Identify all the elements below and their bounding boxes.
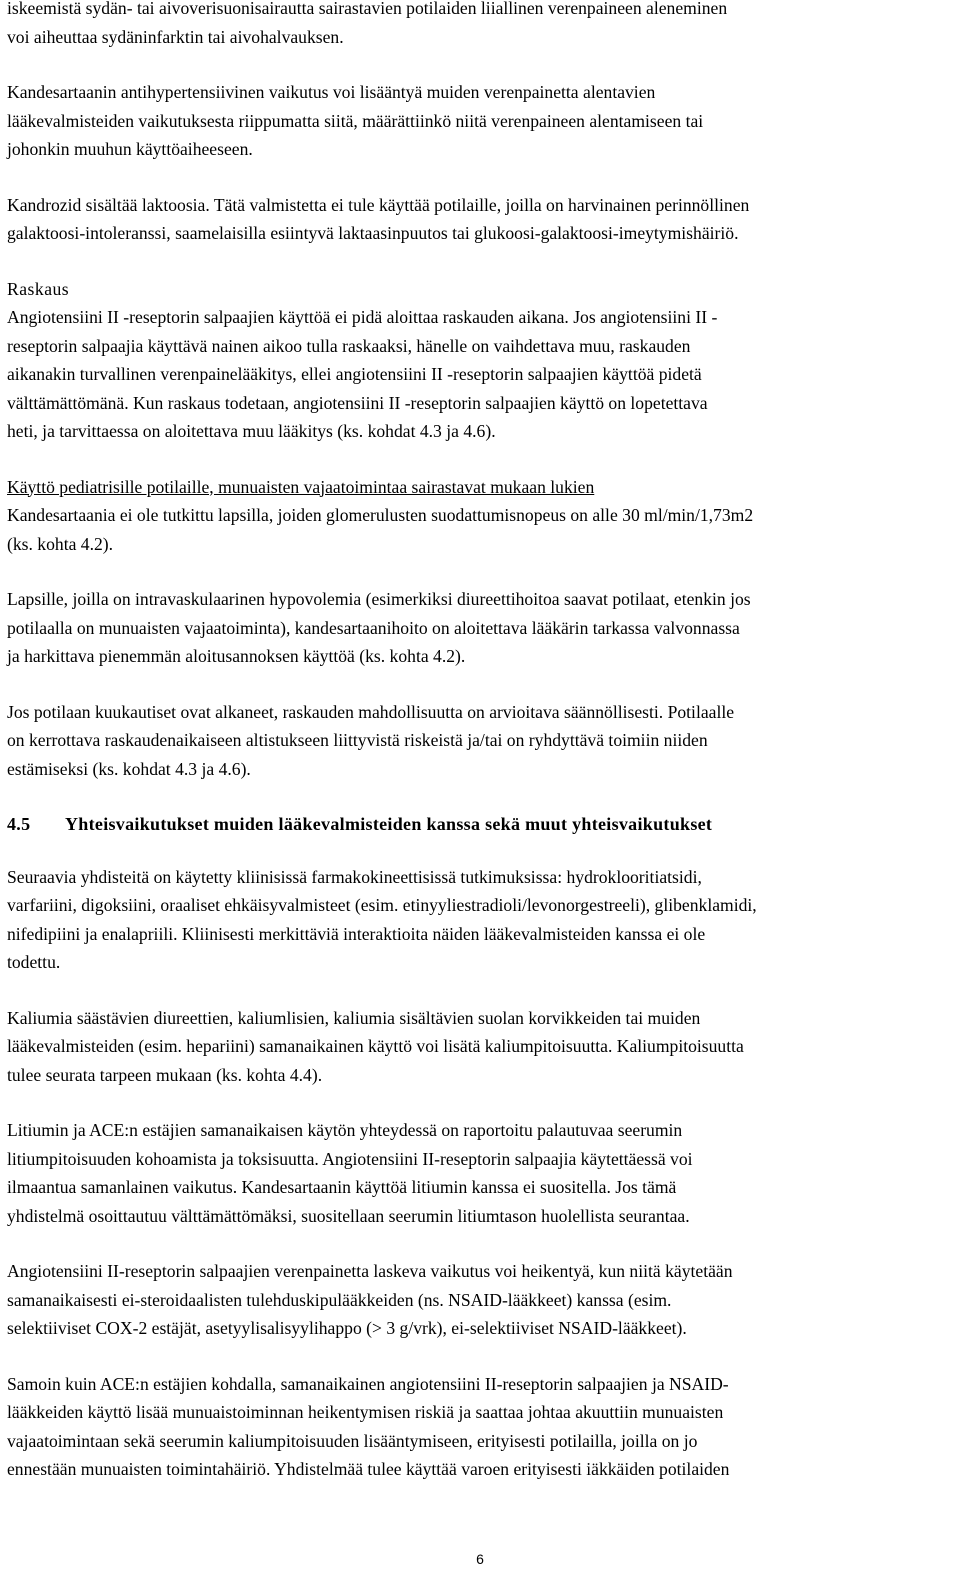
text-line: Kandesartaanin antihypertensiivinen vaikutus voi lisääntyä muiden verenpainetta alentavien: [7, 82, 656, 102]
text-line: tulee seurata tarpeen mukaan (ks. kohta 4.4).: [7, 1064, 323, 1085]
text-line: samanaikaisesti ei-steroidaalisten tulehduskipulääkkeiden (ns. NSAID-lääkkeet) kanssa (esim.: [7, 1289, 672, 1310]
text-line: reseptorin salpaajia käyttävä nainen aikoo tulla raskaaksi, hänelle on vaihdettava muu, raskauden: [7, 335, 691, 356]
paragraph-hypotension-risk: [7, 0, 957, 51]
paragraph-pharmacokinetic-studies: [7, 863, 957, 977]
paragraph-lactose: [7, 191, 957, 248]
paragraph-nsaid-renal: [7, 1370, 957, 1484]
paragraph-menstruation: [7, 698, 957, 784]
text-line: ja harkittava pienemmän aloitusannoksen käyttöä (ks. kohta 4.2).: [7, 646, 466, 666]
section-number: 4.5: [7, 814, 31, 834]
text-line: Samoin kuin ACE:n estäjien kohdalla, samanaikainen angiotensiini II-reseptorin salpaajien ja NSAID-: [7, 1373, 729, 1394]
text-line: Kaliumia säästävien diureettien, kaliumlisien, kaliumia sisältävien suolan korvikkeiden tai muiden: [7, 1007, 701, 1028]
text-line: vajaatoimintaan sekä seerumin kaliumpitoisuuden lisääntymiseen, erityisesti potilailla, joilla on jo: [7, 1430, 698, 1451]
text-line: yhdistelmä osoittautuu välttämättömäksi, suositellaan seerumin litiumtason huolellista seurantaa.: [7, 1205, 690, 1226]
text-line: varfariini, digoksiini, oraaliset ehkäisyvalmisteet (esim. etinyyliestradioli/levonorgestreeli), glibenklamidi,: [7, 895, 757, 915]
text-line: on kerrottava raskaudenaikaiseen altistukseen liittyvistä riskeistä ja/tai on ryhdyttävä toimiin niiden: [7, 730, 708, 750]
text-line: ilmaantua samanlainen vaikutus. Kandesartaanin käyttöä litiumin kanssa ei suositella. Jos tämä: [7, 1177, 677, 1197]
paragraph-hypovolemia: [7, 585, 957, 671]
section-title: Yhteisvaikutukset muiden lääkevalmisteiden kanssa sekä muut yhteisvaikutukset: [65, 814, 713, 834]
text-line: Seuraavia yhdisteitä on käytetty kliinisissä farmakokineettisissä tutkimuksissa: hydroklooritiatsidi,: [7, 866, 702, 887]
text-line: Kandesartaania ei ole tutkittu lapsilla, joiden glomerulusten suodattumisnopeus on alle 30 ml/min/1,73m2: [7, 505, 754, 525]
text-line: aikanakin turvallinen verenpainelääkitys, ellei angiotensiini II -reseptorin salpaajien käyttöä pidetä: [7, 364, 702, 384]
paragraph-nsaid: [7, 1257, 957, 1343]
text-line: lääkevalmisteiden vaikutuksesta riippumatta siitä, määrättiinkö niitä verenpaineen alentamiseen tai: [7, 110, 704, 131]
text-line: välttämättömänä. Kun raskaus todetaan, angiotensiini II -reseptorin salpaajien käyttö on lopetettava: [7, 392, 708, 413]
text-line: litiumpitoisuuden kohoamista ja toksisuutta. Angiotensiini II-reseptorin salpaajia käytettäessä voi: [7, 1148, 693, 1169]
subheading-pediatric: Käyttö pediatrisille potilaille, munuaisten vajaatoimintaa sairastavat mukaan lukien: [7, 476, 595, 497]
text-line: estämiseksi (ks. kohdat 4.3 ja 4.6).: [7, 758, 251, 779]
text-line: johonkin muuhun käyttöaiheeseen.: [7, 139, 253, 159]
text-line: ennestään munuaisten toimintahäiriö. Yhdistelmää tulee käyttää varoen erityisesti iäkkäiden potilaiden: [7, 1459, 730, 1479]
text-line: lääkevalmisteiden (esim. hepariini) samanaikainen käyttö voi lisätä kaliumpitoisuutta. Kaliumpitoisuutta: [7, 1036, 744, 1056]
text-line: lääkkeiden käyttö lisää munuaistoiminnan heikentymisen riskiä ja saattaa johtaa akuuttiin munuaisten: [7, 1402, 724, 1422]
text-line: iskeemistä sydän- tai aivoverisuonisairautta sairastavien potilaiden liiallinen verenpaineen aleneminen: [7, 0, 728, 18]
section-pediatric: [7, 473, 957, 559]
text-line: todettu.: [7, 952, 61, 972]
text-line: voi aiheuttaa sydäninfarktin tai aivohalvauksen.: [7, 26, 344, 47]
text-line: Jos potilaan kuukautiset ovat alkaneet, raskauden mahdollisuutta on arvioitava säännöllisesti. Potilaalle: [7, 701, 735, 722]
section-pregnancy: [7, 275, 957, 446]
paragraph-antihypertensive-effect: [7, 78, 957, 164]
subheading-pregnancy: Raskaus: [7, 278, 70, 299]
document-body: [7, 0, 957, 1511]
text-line: nifedipiini ja enalapriili. Kliinisesti merkittäviä interaktioita näiden lääkevalmisteiden kanssa ei ole: [7, 923, 706, 944]
text-line: Litiumin ja ACE:n estäjien samanaikaisen käytön yhteydessä on raportoitu palautuvaa seerumin: [7, 1120, 683, 1140]
text-line: potilaalla on munuaisten vajaatoiminta), kandesartaanihoito on aloitettava lääkärin tarkassa valvonnassa: [7, 617, 740, 638]
text-line: selektiiviset COX-2 estäjät, asetyylisalisyylihappo (> 3 g/vrk), ei-selektiiviset NSAID-lääkkeet).: [7, 1318, 687, 1338]
text-line: Lapsille, joilla on intravaskulaarinen hypovolemia (esimerkiksi diureettihoitoa saavat potilaat, etenkin jos: [7, 589, 751, 609]
paragraph-lithium: [7, 1116, 957, 1230]
text-line: galaktoosi-intoleranssi, saamelaisilla esiintyvä laktaasinpuutos tai glukoosi-galaktoosi-imeytymishäiriö.: [7, 223, 739, 243]
text-line: Kandrozid sisältää laktoosia. Tätä valmistetta ei tule käyttää potilaille, joilla on harvinainen perinnöllinen: [7, 194, 750, 215]
section-heading-4-5: [7, 810, 957, 839]
page-number: 6: [476, 1551, 484, 1567]
paragraph-potassium: [7, 1004, 957, 1090]
text-line: (ks. kohta 4.2).: [7, 533, 114, 554]
text-line: Angiotensiini II-reseptorin salpaajien verenpainetta laskeva vaikutus voi heikentyä, kun niitä käytetään: [7, 1261, 733, 1281]
text-line: heti, ja tarvittaessa on aloitettava muu lääkitys (ks. kohdat 4.3 ja 4.6).: [7, 421, 496, 441]
text-line: Angiotensiini II -reseptorin salpaajien käyttöä ei pidä aloittaa raskauden aikana. Jos angiotensiini II -: [7, 307, 718, 327]
